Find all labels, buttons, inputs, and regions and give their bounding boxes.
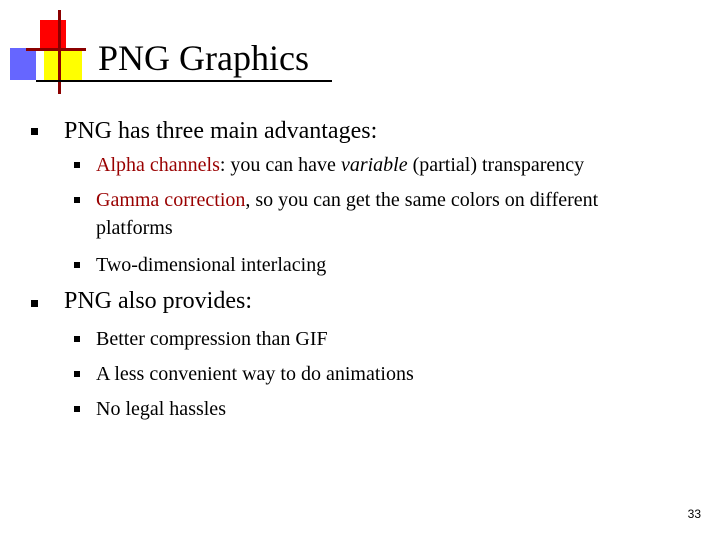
list-item-alpha-channels	[96, 151, 711, 179]
logo-square-blue	[10, 48, 36, 80]
list-item-animations	[96, 360, 711, 388]
slide-title: PNG Graphics	[98, 38, 309, 78]
bullet-icon	[74, 197, 80, 203]
term-gamma-correction: Gamma correction	[96, 189, 246, 211]
item-continuation: platforms	[96, 217, 173, 239]
item-text: : you can have	[219, 154, 341, 176]
logo-square-yellow	[44, 50, 82, 82]
bullet-icon	[31, 300, 38, 307]
bullet-icon	[74, 262, 80, 268]
bullet-icon	[74, 162, 80, 168]
bullet-icon	[74, 406, 80, 412]
item-text: A less convenient way to do animations	[96, 363, 414, 385]
list-item-compression	[96, 325, 711, 353]
page-number: 33	[687, 507, 701, 521]
logo-square-red	[40, 20, 66, 48]
item-text: , so you can get the same colors on different	[245, 189, 599, 211]
section-heading-advantages: PNG has three main advantages:	[64, 118, 378, 144]
bullet-icon	[31, 128, 38, 135]
logo-line-horizontal	[26, 48, 86, 51]
item-text: (partial) transparency	[407, 154, 585, 176]
bullet-icon	[74, 336, 80, 342]
item-text: No legal hassles	[96, 398, 226, 420]
slide-logo	[0, 0, 90, 100]
item-text: Better compression than GIF	[96, 328, 328, 350]
item-text: Two-dimensional interlacing	[96, 254, 327, 276]
list-item-gamma-correction	[96, 186, 711, 242]
bullet-icon	[74, 371, 80, 377]
list-item-legal	[96, 395, 711, 423]
list-item-interlacing	[96, 251, 711, 279]
item-emphasis: variable	[340, 154, 408, 176]
section-heading-provides: PNG also provides:	[64, 288, 252, 314]
title-underline	[36, 80, 332, 82]
term-alpha-channels: Alpha channels	[96, 154, 220, 176]
